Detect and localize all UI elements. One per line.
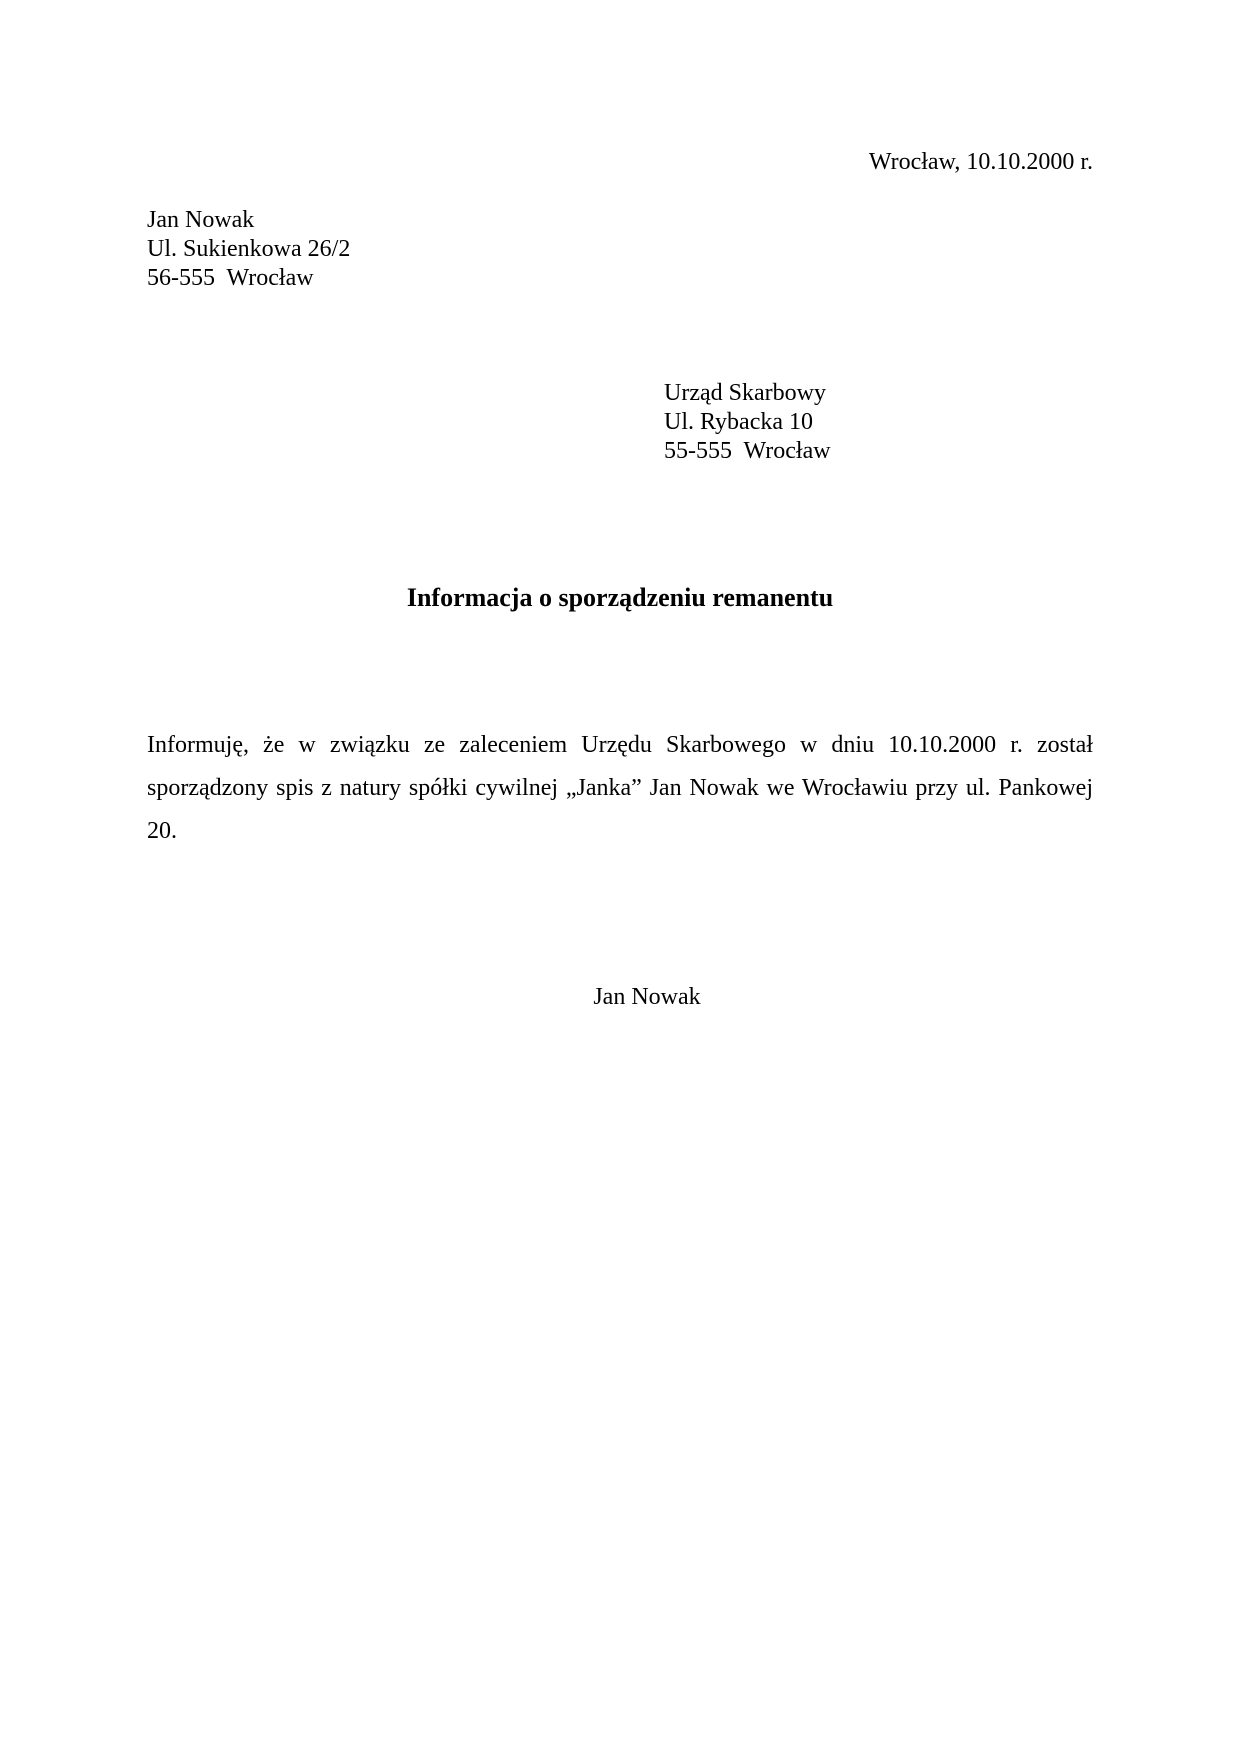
recipient-name: Urząd Skarbowy [664,380,826,406]
sender-name: Jan Nowak [147,207,255,233]
sender-address [147,206,350,293]
body-paragraph: Informuję, że w związku ze zaleceniem Urzędu Skarbowego w dniu 10.10.2000 r. został sporządzony spis z natury spółki cywilnej „Janka” Jan Nowak we Wrocławiu przy ul. Pankowej 20. [147,732,1093,844]
place-date: Wrocław, 10.10.2000 r. [868,149,1093,175]
recipient-city: 55-555 Wrocław [664,438,831,464]
sender-city: 56-555 Wrocław [147,265,314,291]
signature: Jan Nowak [593,984,701,1010]
recipient-address [664,379,831,466]
sender-street: Ul. Sukienkowa 26/2 [147,236,351,262]
document-title: Informacja o sporządzeniu remanentu [406,583,834,612]
recipient-street: Ul. Rybacka 10 [664,409,814,435]
